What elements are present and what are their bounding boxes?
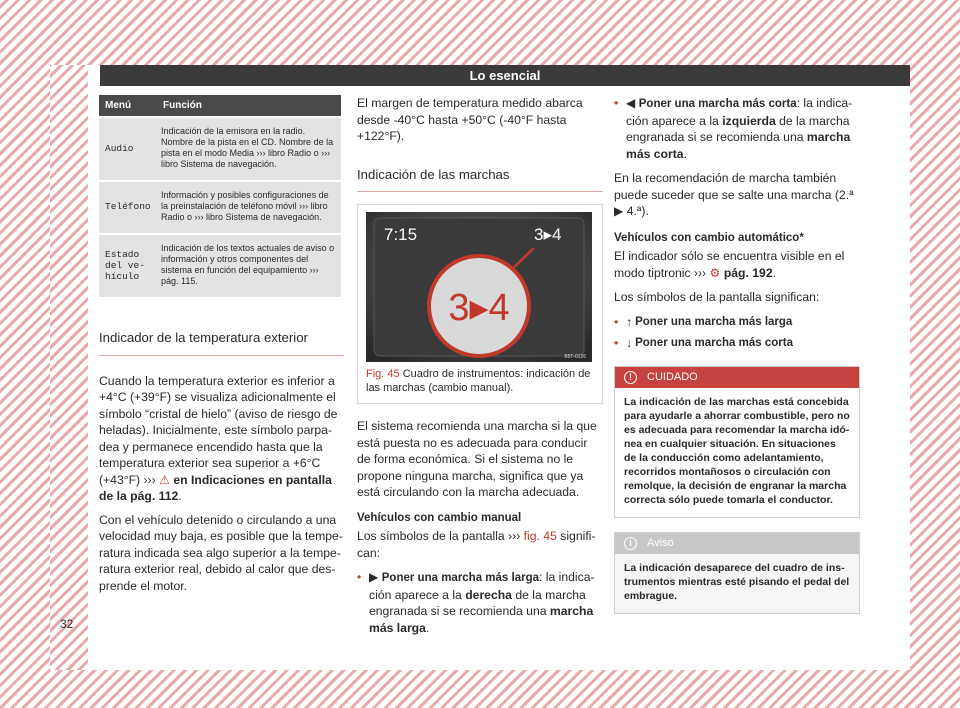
info-icon: i <box>624 537 637 550</box>
bullet-body-2: de la marcha engranada si se recomienda una <box>369 587 586 618</box>
paragraph <box>99 373 344 505</box>
row-value: Indicación de la emisora en la radio. Nombre de la pista en el CD. Nombre de la pista en el modo Media ››› libro Radio o ››› libro Sistema de navegación. <box>157 117 341 181</box>
menu-table <box>99 95 341 297</box>
row-value: Indicación de los textos actuales de aviso o información y otros componentes del sistema en función del equipamiento ››› pág. 115. <box>157 234 341 297</box>
figure-caption <box>366 367 594 395</box>
row-key: Teléfono <box>99 181 157 234</box>
paragraph-text: El indicador sólo se encuentra visible en el modo tiptronic ››› <box>614 249 845 280</box>
bullet-dot: • <box>357 570 362 584</box>
paragraph <box>357 528 603 561</box>
notice-title: Aviso <box>647 536 674 549</box>
notice-header <box>615 533 859 554</box>
paragraph-end: . <box>772 265 776 280</box>
section-heading-temperature: Indicador de la temperatura exterior <box>99 330 344 356</box>
subheading-automatic: Vehículos con cambio automático* <box>614 231 804 244</box>
paragraph: El margen de temperatura medido abarca desde -40°C hasta +50°C (-40°F hasta +122°F). <box>357 96 583 143</box>
table-header-menu: Menú <box>99 95 157 117</box>
table-header-function: Función <box>157 95 341 117</box>
row-value: Información y posibles configuraciones de la preinstalación de teléfono móvil ››› libro Radio o ››› libro Sistema de navegación. <box>157 181 341 234</box>
bullet-label: Poner una marcha más larga <box>381 572 539 584</box>
bullet-dot: • <box>614 96 619 110</box>
column-3 <box>614 95 860 614</box>
bullet-item <box>614 314 860 331</box>
arrow-up-icon: ↑ <box>626 314 633 329</box>
subheading-text: Vehículos con cambio manual <box>357 511 522 524</box>
cluster-gear-small: 3▸4 <box>534 225 562 244</box>
caption-text: Cuadro de instrumentos: indicación de las marchas (cambio manual). <box>366 368 591 394</box>
row-key: Audio <box>99 117 157 181</box>
bullet-body-2: de la marcha engranada si se recomienda una <box>626 113 850 144</box>
column-1 <box>99 95 344 594</box>
page-header <box>100 65 910 86</box>
arrow-down-icon: ↓ <box>626 336 633 350</box>
bullet-direction: derecha <box>465 587 512 602</box>
paragraph: Con el vehículo detenido o circulando a una velocidad muy baja, es posible que la temperatura indicada sea algo superior a la temperatura exterior real, debido al calor que desprende el motor. <box>99 512 343 593</box>
margin-strip <box>50 65 88 670</box>
figure-link[interactable]: fig. 45 <box>523 529 557 543</box>
section-heading-gears: Indicación de las marchas <box>357 167 603 193</box>
magnified-gear-text: 3▸4 <box>448 287 510 329</box>
paragraph-end: significan: <box>357 529 596 560</box>
arrow-right-icon: ▶ <box>369 570 379 584</box>
figure-label: Fig. 45 <box>366 368 400 380</box>
table-row <box>99 234 341 297</box>
bullet-item <box>614 335 860 352</box>
bullet-dot: • <box>614 336 619 350</box>
paragraph <box>614 248 860 281</box>
notice-box <box>614 532 860 614</box>
bullet-strong: marcha más corta <box>626 130 851 161</box>
instrument-cluster-image <box>366 212 592 362</box>
bullet-end: . <box>425 620 430 635</box>
row-key: Estado del ve- hículo <box>99 234 157 297</box>
caution-header <box>615 367 859 388</box>
page-link[interactable]: pág. 192 <box>723 265 773 280</box>
figure-code: B5T-0126 <box>564 354 586 360</box>
page-number: 32 <box>60 617 74 631</box>
bullet-direction: izquierda <box>722 113 776 128</box>
bullet-item <box>357 569 603 636</box>
table-row <box>99 181 341 234</box>
header-title: Lo esencial <box>469 68 541 83</box>
column-2 <box>357 95 603 636</box>
paragraph: El sistema recomienda una marcha si la que está puesta no es adecuada para conducir de forma económica. Si el sistema no le propone ninguna marcha, significa que ya está circulando con la marcha adecuada. <box>357 419 597 499</box>
bullet-body: : la indicación aparece a la <box>369 570 595 602</box>
paragraph: En la recomendación de marcha también puede suceder que se salte una marcha (2.ª ▶ 4.ª). <box>614 171 854 218</box>
reference-icon: ⚙ <box>709 265 721 280</box>
bullet-dot: • <box>614 314 619 329</box>
paragraph: Los símbolos de la pantalla significan: <box>614 290 820 304</box>
table-row <box>99 117 341 181</box>
bullet-label: Poner una marcha más larga <box>635 315 793 328</box>
paragraph-text: Cuando la temperatura exterior es inferior a +4°C (+39°F) se visualiza adicionalmente el símbolo “cristal de hielo” (aviso de riesgo de heladas). Inicialmente, este símbolo parpadea y permanece encendido hasta que la temperatura exterior sea superior a +6°C (+43°F) ››› <box>99 373 338 487</box>
subheading-manual <box>357 509 603 527</box>
paragraph-end: . <box>178 489 182 503</box>
bullet-text <box>626 95 860 162</box>
bullet-item <box>614 95 860 162</box>
caution-title: CUIDADO <box>647 370 698 383</box>
warning-triangle-icon: ⚠ <box>159 472 170 487</box>
caution-text: La indicación de las marchas está concebida para ayudarle a ahorrar combustible, pero no es adecuada para recomendar la marcha idónea en cualquier situación. En situaciones de la conducción como adelantamiento, recorridos montañosos o circulación con remolque, la decisión de engranar la marcha correcta sólo puede tomarla el conductor. <box>615 388 859 517</box>
bullet-strong: marcha más larga <box>369 604 594 635</box>
bullet-label: Poner una marcha más corta <box>635 337 793 349</box>
cluster-time: 7:15 <box>384 225 418 244</box>
bullet-label: Poner una marcha más corta <box>638 98 797 110</box>
paragraph-text: Los símbolos de la pantalla ››› <box>357 529 521 543</box>
caution-box <box>614 366 860 518</box>
notice-text: La indicación desaparece del cuadro de instrumentos mientras esté pisando el pedal del embrague. <box>615 554 859 613</box>
arrow-left-icon: ◀ <box>626 96 636 110</box>
cross-reference-link[interactable]: en Indicaciones en pantalla de la pág. 112 <box>99 472 332 503</box>
bullet-text <box>369 569 603 636</box>
exclamation-icon: ! <box>624 371 637 384</box>
bullet-body: : la indicación aparece a la <box>626 96 853 128</box>
figure-45 <box>357 204 603 404</box>
bullet-end: . <box>683 146 687 161</box>
